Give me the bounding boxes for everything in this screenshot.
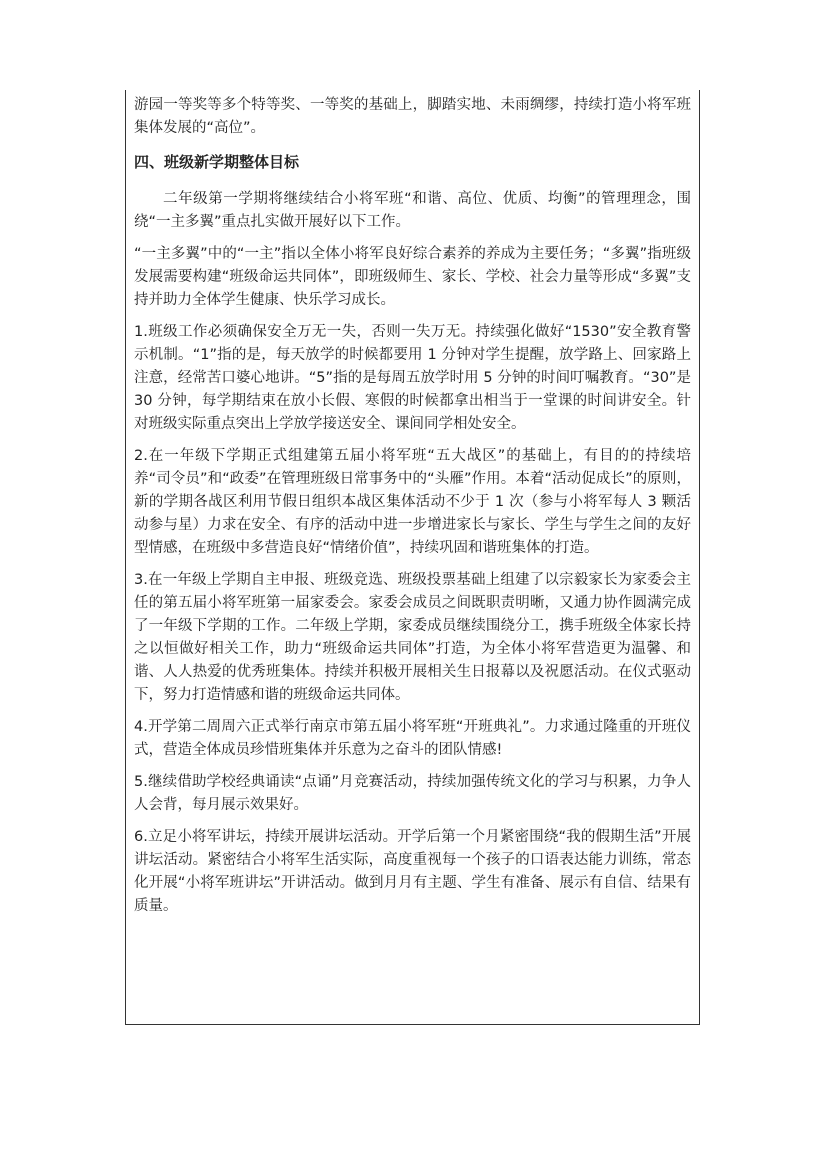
goal-item-3: 3.在一年级上学期自主申报、班级竞选、班级投票基础上组建了以宗毅家长为家委会主任的第五届小将军班第一届家委会。家委会成员之间既职责明晰，又通力协作圆满完成了一年级下学期的工作。二年级上学期，家委成员继续围绕分工，携手班级全体家长持之以恒做好相关工作，助力“班级命运共同体”打造，为全体小将军营造更为温馨、和谐、人人热爱的优秀班集体。持续并积极开展相关生日报幕以及祝愿活动。在仪式驱动下，努力打造情感和谐的班级命运共同体。: [134, 572, 691, 703]
document-table-cell: [125, 90, 700, 1025]
goal-item-6: 6.立足小将军讲坛，持续开展讲坛活动。开学后第一个月紧密围绕“我的假期生活”开展讲坛活动。紧密结合小将军生活实际，高度重视每一个孩子的口语表达能力训练，常态化开展“小将军班讲坛”开讲活动。做到月月有主题、学生有准备、展示有自信、结果有质量。: [134, 829, 691, 914]
intro-paragraph: 二年级第一学期将继续结合小将军班“和谐、高位、优质、均衡”的管理理念，围绕“一主多翼”重点扎实做开展好以下工作。: [134, 191, 691, 230]
goal-item-5: 5.继续借助学校经典诵读“点诵”月竞赛活动，持续加强传统文化的学习与积累，力争人人会背，每月展示效果好。: [134, 774, 691, 813]
continuation-paragraph: 游园一等奖等多个特等奖、一等奖的基础上，脚踏实地、未雨绸缪，持续打造小将军班集体发展的“高位”。: [134, 97, 691, 136]
definition-paragraph: “一主多翼”中的“一主”指以全体小将军良好综合素养的养成为主要任务；“多翼”指班级发展需要构建“班级命运共同体”，即班级师生、家长、学校、社会力量等形成“多翼”支持并助力全体学生健康、快乐学习成长。: [134, 246, 691, 308]
goal-item-2: 2.在一年级下学期正式组建第五届小将军班“五大战区”的基础上，有目的的持续培养“司令员”和“政委”在管理班级日常事务中的“头雁”作用。本着“活动促成长”的原则，新的学期各战区利用节假日组织本战区集体活动不少于 1 次（参与小将军每人 3 颗活动参与星）力求在安全、有序的活动中进一步增进家长与家长、学生与学生之间的友好型情感，在班级中多营造良好“情绪价值”，持续巩固和谐班集体的打造。: [134, 448, 691, 556]
goal-item-1: 1.班级工作必须确保安全万无一失，否则一失万无。持续强化做好“1530”安全教育警示机制。“1”指的是，每天放学的时候都要用 1 分钟对学生提醒，放学路上、回家路上注意，经常苦口婆心地讲。“5”指的是每周五放学时用 5 分钟的时间叮嘱教育。“30”是 30 分钟，每学期结束在放小长假、寒假的时候都拿出相当于一堂课的时间讲安全。针对班级实际重点突出上学放学接送安全、课间同学相处安全。: [134, 324, 691, 432]
goal-item-4: 4.开学第二周周六正式举行南京市第五届小将军班“开班典礼”。力求通过隆重的开班仪式，营造全体成员珍惜班集体并乐意为之奋斗的团队情感!: [134, 719, 691, 758]
section-heading: 四、班级新学期整体目标: [134, 153, 300, 171]
